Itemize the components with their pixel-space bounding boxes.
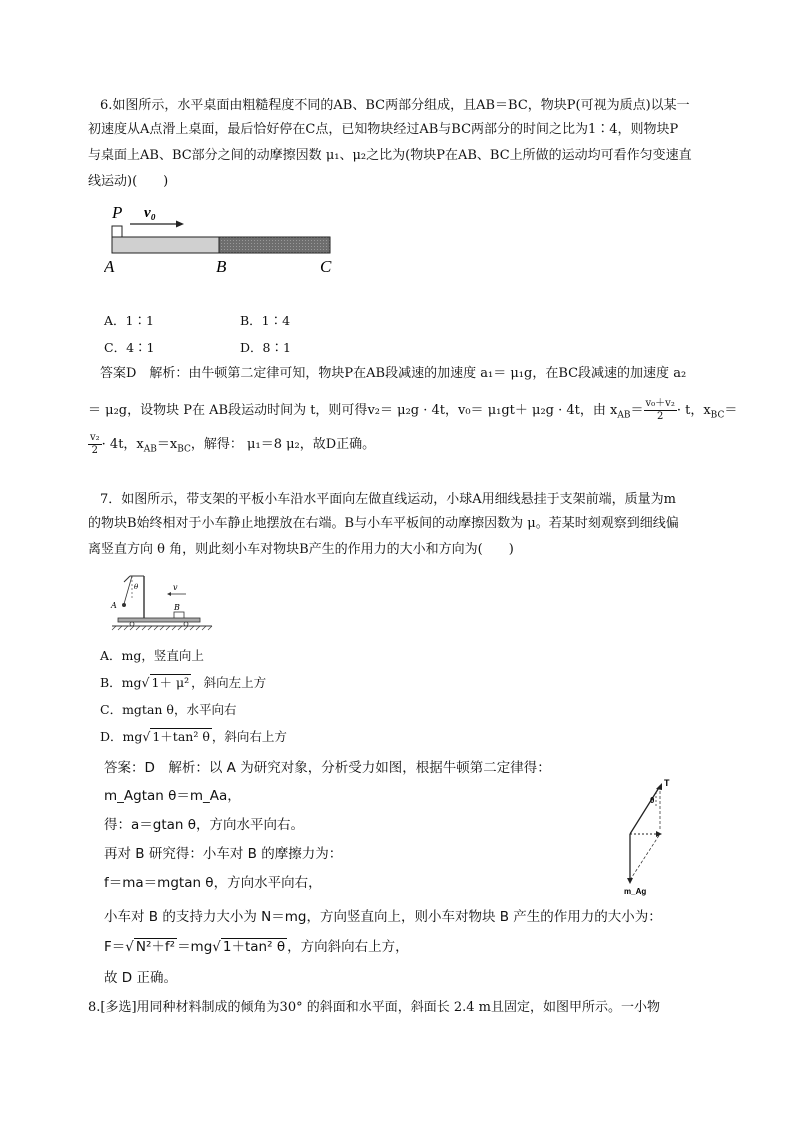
label-a: A bbox=[104, 257, 115, 276]
svg-text:θ: θ bbox=[650, 796, 655, 805]
q7-answer-6: 小车对 B 的支持力大小为 N＝mg，方向竖直向上，则小车对物块 B 产生的作用力的大小为： bbox=[104, 909, 662, 925]
q7-option-a: A．mg，竖直向上 bbox=[100, 648, 204, 663]
q6-option-c: C．4∶1 bbox=[104, 340, 155, 355]
segment-ab bbox=[112, 237, 219, 253]
q8-line-1: 8.[多选]用同种材料制成的倾角为30° 的斜面和水平面，斜面长 2.4 m且固定，如图甲所示。一小物 bbox=[88, 1000, 660, 1015]
svg-text:m_Ag: m_Ag bbox=[624, 887, 647, 896]
q7-option-c: C．mgtan θ，水平向右 bbox=[100, 702, 237, 717]
q7-answer-2: m_Agtan θ＝m_Aa， bbox=[104, 788, 241, 804]
q6-option-b: B．1∶4 bbox=[240, 313, 291, 328]
svg-text:T: T bbox=[664, 778, 670, 788]
q6-option-a: A．1∶1 bbox=[104, 313, 154, 328]
label-c: C bbox=[320, 257, 332, 276]
q7-answer-8: 故 D 正确。 bbox=[104, 970, 177, 986]
label-b: B bbox=[216, 257, 227, 276]
block-p bbox=[112, 226, 122, 237]
q7-force-diagram bbox=[618, 778, 688, 898]
q7-answer-1: 答案：D 解析：以 A 为研究对象，分析受力如图，根据牛顿第二定律得： bbox=[104, 760, 551, 776]
q7-answer-4: 再对 B 研究得：小车对 B 的摩擦力为： bbox=[104, 846, 343, 862]
q6-option-d: D．8∶1 bbox=[240, 340, 291, 355]
svg-text:A: A bbox=[111, 601, 117, 610]
q7-option-b: B．mg√ 1＋ μ² ，斜向左上方 bbox=[100, 675, 267, 690]
q7-option-d: D．mg√ 1＋tan² θ ，斜向右上方 bbox=[100, 729, 287, 744]
label-p: P bbox=[112, 203, 123, 222]
q6-line-2: 初速度从A点滑上桌面，最后恰好停在C点，已知物块经过AB与BC两部分的时间之比为1∶4，则物块P bbox=[88, 122, 679, 137]
label-v0: v₀ bbox=[144, 205, 156, 221]
svg-text:θ: θ bbox=[134, 583, 139, 591]
q7-line-1: 7．如图所示，带支架的平板小车沿水平面向左做直线运动，小球A用细线悬挂于支架前端，质量为m bbox=[100, 492, 676, 507]
q7-answer-5: f＝ma＝mgtan θ，方向水平向右， bbox=[104, 875, 322, 891]
q6-figure bbox=[104, 198, 344, 278]
q6-line-1: 6.如图所示，水平桌面由粗糙程度不同的AB、BC两部分组成，且AB＝BC，物块P(可视为质点)以某一 bbox=[100, 98, 690, 113]
q6-answer-1: 答案D 解析：由牛顿第二定律可知，物块P在AB段减速的加速度 a₁＝ μ₁g，在BC段减速的加速度 a₂ bbox=[100, 366, 687, 381]
q6-line-4: 线运动)( ) bbox=[88, 174, 169, 189]
q7-figure bbox=[110, 568, 220, 638]
q6-line-3: 与桌面上AB、BC部分之间的动摩擦因数 μ₁、μ₂之比为(物块P在AB、BC上所做的运动均可看作匀变速直 bbox=[88, 148, 692, 163]
q7-answer-7: F＝√ N²＋f² ＝mg√ 1＋tan² θ ，方向斜向右上方， bbox=[104, 939, 409, 955]
segment-bc bbox=[219, 237, 330, 253]
q6-answer-3: $\frac{\text{v₂}}{2}$ · 4t，$x_{AB}=x_{BC}$，解得： μ₁＝8 μ₂，故D正确。 bbox=[90, 432, 376, 456]
svg-text:v: v bbox=[173, 583, 178, 592]
q7-line-3: 离竖直方向 θ 角，则此刻小车对物块B产生的作用力的大小和方向为( ) bbox=[88, 542, 514, 557]
q6-answer-2: ＝ μ₂g，设物块 P在 AB段运动时间为 t，则可得v₂＝ μ₂g · 4t，v₀＝ μ₁gt＋ μ₂g · 4t，由 $x_{AB}=$ $\frac{\text{v₀＋v₂}}{2}$ · t，$x_{BC}=$ bbox=[88, 398, 738, 422]
svg-text:B: B bbox=[174, 603, 180, 612]
q7-answer-3: 得：a＝gtan θ，方向水平向右。 bbox=[104, 817, 305, 833]
q7-line-2: 的物块B始终相对于小车静止地摆放在右端。B与小车平板间的动摩擦因数为 μ。若某时刻观察到细线偏 bbox=[88, 516, 679, 531]
